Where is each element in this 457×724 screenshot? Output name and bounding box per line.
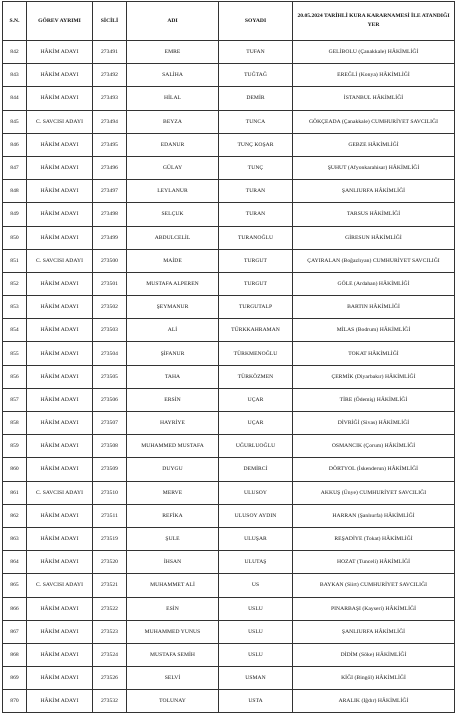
table-row: [3, 458, 455, 481]
cell-gorev-ayrimi: C. SAVCISI ADAYI: [27, 574, 93, 597]
cell-soyadi: TUĞTAĞ: [219, 64, 293, 87]
cell-sn: 866: [3, 597, 27, 620]
table-row: [3, 249, 455, 272]
cell-sn: 864: [3, 551, 27, 574]
cell-sicili: 273499: [93, 226, 127, 249]
cell-soyadi: ULUSOY: [219, 481, 293, 504]
header-soyadi: SOYADI: [219, 2, 293, 41]
cell-soyadi: USTA: [219, 690, 293, 713]
cell-adi: BEYZA: [127, 110, 219, 133]
table-row: [3, 643, 455, 666]
cell-soyadi: DEMİR: [219, 87, 293, 110]
cell-gorev-ayrimi: HÂKİM ADAYI: [27, 597, 93, 620]
cell-atandigi-yer: HARRAN (Şanlıurfa) HÂKİMLİĞİ: [293, 504, 455, 527]
cell-sn: 865: [3, 574, 27, 597]
table-row: [3, 133, 455, 156]
cell-soyadi: TÜRKMENOĞLU: [219, 342, 293, 365]
cell-sn: 859: [3, 435, 27, 458]
cell-soyadi: TURAN: [219, 203, 293, 226]
cell-atandigi-yer: GÖLE (Ardahan) HÂKİMLİĞİ: [293, 272, 455, 295]
cell-gorev-ayrimi: HÂKİM ADAYI: [27, 203, 93, 226]
cell-adi: MUHAMMED MUSTAFA: [127, 435, 219, 458]
cell-gorev-ayrimi: HÂKİM ADAYI: [27, 180, 93, 203]
cell-atandigi-yer: BAYKAN (Siirt) CUMHURİYET SAVCILIĞI: [293, 574, 455, 597]
cell-gorev-ayrimi: HÂKİM ADAYI: [27, 156, 93, 179]
table-body: [3, 41, 455, 713]
table-row: [3, 203, 455, 226]
cell-atandigi-yer: ŞUHUT (Afyonkarahisar) HÂKİMLİĞİ: [293, 156, 455, 179]
cell-sn: 870: [3, 690, 27, 713]
cell-soyadi: TURGUT: [219, 272, 293, 295]
cell-atandigi-yer: AKKUŞ (Ünye) CUMHURİYET SAVCILIĞI: [293, 481, 455, 504]
cell-gorev-ayrimi: HÂKİM ADAYI: [27, 504, 93, 527]
cell-sicili: 273504: [93, 342, 127, 365]
cell-soyadi: TUNÇ KOŞAR: [219, 133, 293, 156]
cell-soyadi: USLU: [219, 643, 293, 666]
cell-soyadi: DEMİRCİ: [219, 458, 293, 481]
table-row: [3, 690, 455, 713]
cell-sicili: 273509: [93, 458, 127, 481]
cell-sn: 862: [3, 504, 27, 527]
cell-sn: 858: [3, 412, 27, 435]
table-row: [3, 296, 455, 319]
cell-sn: 850: [3, 226, 27, 249]
cell-sicili: 273501: [93, 272, 127, 295]
cell-atandigi-yer: MİLAS (Bodrum) HÂKİMLİĞİ: [293, 319, 455, 342]
cell-sn: 842: [3, 41, 27, 64]
cell-sicili: 273497: [93, 180, 127, 203]
cell-sicili: 273507: [93, 412, 127, 435]
cell-sn: 848: [3, 180, 27, 203]
cell-sn: 857: [3, 388, 27, 411]
cell-sn: 860: [3, 458, 27, 481]
table-row: [3, 319, 455, 342]
cell-atandigi-yer: TARSUS HÂKİMLİĞİ: [293, 203, 455, 226]
cell-atandigi-yer: BARTIN HÂKİMLİĞİ: [293, 296, 455, 319]
cell-adi: DUYGU: [127, 458, 219, 481]
cell-sicili: 273520: [93, 551, 127, 574]
cell-sn: 863: [3, 527, 27, 550]
table-row: [3, 365, 455, 388]
cell-atandigi-yer: KİĞI (Bingöl) HÂKİMLİĞİ: [293, 667, 455, 690]
cell-soyadi: UĞURLUOĞLU: [219, 435, 293, 458]
table-row: [3, 481, 455, 504]
cell-sicili: 273522: [93, 597, 127, 620]
cell-sicili: 273500: [93, 249, 127, 272]
cell-sicili: 273498: [93, 203, 127, 226]
table-row: [3, 412, 455, 435]
cell-sn: 853: [3, 296, 27, 319]
table-row: [3, 574, 455, 597]
cell-adi: ŞİFANUR: [127, 342, 219, 365]
header-sicili: SİCİLİ: [93, 2, 127, 41]
cell-gorev-ayrimi: HÂKİM ADAYI: [27, 435, 93, 458]
header-adi: ADI: [127, 2, 219, 41]
cell-sicili: 273493: [93, 87, 127, 110]
cell-gorev-ayrimi: HÂKİM ADAYI: [27, 133, 93, 156]
cell-adi: GÜLAY: [127, 156, 219, 179]
header-atandigi-yer: 20.05.2024 TARİHLİ KURA KARARNAMESİ İLE ATANDIĞI YER: [293, 2, 455, 41]
cell-atandigi-yer: DİDİM (Söke) HÂKİMLİĞİ: [293, 643, 455, 666]
cell-sicili: 273519: [93, 527, 127, 550]
table-row: [3, 504, 455, 527]
cell-atandigi-yer: DÖRTYOL (İskenderun) HÂKİMLİĞİ: [293, 458, 455, 481]
cell-sn: 868: [3, 643, 27, 666]
cell-gorev-ayrimi: HÂKİM ADAYI: [27, 296, 93, 319]
table-row: [3, 388, 455, 411]
table-header: [3, 2, 455, 41]
cell-sn: 856: [3, 365, 27, 388]
cell-gorev-ayrimi: HÂKİM ADAYI: [27, 64, 93, 87]
cell-gorev-ayrimi: HÂKİM ADAYI: [27, 667, 93, 690]
cell-adi: SELÇUK: [127, 203, 219, 226]
cell-adi: ALİ: [127, 319, 219, 342]
cell-adi: EDANUR: [127, 133, 219, 156]
cell-sicili: 273491: [93, 41, 127, 64]
cell-atandigi-yer: GELİBOLU (Çanakkale) HÂKİMLİĞİ: [293, 41, 455, 64]
table-row: [3, 667, 455, 690]
cell-sicili: 273510: [93, 481, 127, 504]
cell-sicili: 273521: [93, 574, 127, 597]
header-row: [3, 2, 455, 41]
table-row: [3, 272, 455, 295]
table-row: [3, 551, 455, 574]
cell-adi: SALİHA: [127, 64, 219, 87]
cell-atandigi-yer: HOZAT (Tunceli) HÂKİMLİĞİ: [293, 551, 455, 574]
cell-sicili: 273526: [93, 667, 127, 690]
cell-sicili: 273523: [93, 620, 127, 643]
cell-gorev-ayrimi: HÂKİM ADAYI: [27, 342, 93, 365]
cell-gorev-ayrimi: HÂKİM ADAYI: [27, 87, 93, 110]
cell-sicili: 273506: [93, 388, 127, 411]
table-row: [3, 597, 455, 620]
cell-gorev-ayrimi: HÂKİM ADAYI: [27, 319, 93, 342]
cell-atandigi-yer: ARALIK (Iğdır) HÂKİMLİĞİ: [293, 690, 455, 713]
cell-soyadi: UÇAR: [219, 412, 293, 435]
header-sn: S.N.: [3, 2, 27, 41]
cell-adi: MUHAMMET ALİ: [127, 574, 219, 597]
cell-soyadi: TUNÇ: [219, 156, 293, 179]
cell-adi: EMRE: [127, 41, 219, 64]
cell-atandigi-yer: PINARBAŞI (Kayseri) HÂKİMLİĞİ: [293, 597, 455, 620]
cell-gorev-ayrimi: HÂKİM ADAYI: [27, 412, 93, 435]
cell-soyadi: ULUTAŞ: [219, 551, 293, 574]
cell-sn: 861: [3, 481, 27, 504]
cell-gorev-ayrimi: C. SAVCISI ADAYI: [27, 481, 93, 504]
cell-gorev-ayrimi: C. SAVCISI ADAYI: [27, 110, 93, 133]
cell-gorev-ayrimi: HÂKİM ADAYI: [27, 620, 93, 643]
cell-sn: 845: [3, 110, 27, 133]
cell-adi: MAİDE: [127, 249, 219, 272]
cell-sicili: 273496: [93, 156, 127, 179]
cell-sn: 849: [3, 203, 27, 226]
cell-gorev-ayrimi: HÂKİM ADAYI: [27, 527, 93, 550]
cell-atandigi-yer: DİVRİĞİ (Sivas) HÂKİMLİĞİ: [293, 412, 455, 435]
table-row: [3, 156, 455, 179]
cell-adi: ABDULCELİL: [127, 226, 219, 249]
cell-soyadi: TÜRKKAHRAMAN: [219, 319, 293, 342]
cell-sn: 854: [3, 319, 27, 342]
cell-gorev-ayrimi: HÂKİM ADAYI: [27, 41, 93, 64]
cell-adi: LEYLANUR: [127, 180, 219, 203]
cell-sicili: 273508: [93, 435, 127, 458]
cell-sn: 855: [3, 342, 27, 365]
cell-adi: ŞULE: [127, 527, 219, 550]
cell-atandigi-yer: REŞADİYE (Tokat) HÂKİMLİĞİ: [293, 527, 455, 550]
cell-soyadi: TUNCA: [219, 110, 293, 133]
cell-gorev-ayrimi: HÂKİM ADAYI: [27, 226, 93, 249]
cell-soyadi: TURGUTALP: [219, 296, 293, 319]
table-row: [3, 527, 455, 550]
cell-adi: REFİKA: [127, 504, 219, 527]
cell-gorev-ayrimi: C. SAVCISI ADAYI: [27, 249, 93, 272]
table-row: [3, 342, 455, 365]
cell-gorev-ayrimi: HÂKİM ADAYI: [27, 643, 93, 666]
cell-gorev-ayrimi: HÂKİM ADAYI: [27, 551, 93, 574]
cell-sn: 869: [3, 667, 27, 690]
cell-adi: SELVİ: [127, 667, 219, 690]
table-row: [3, 180, 455, 203]
cell-atandigi-yer: GİRESUN HÂKİMLİĞİ: [293, 226, 455, 249]
cell-sicili: 273495: [93, 133, 127, 156]
table-row: [3, 226, 455, 249]
cell-sicili: 273492: [93, 64, 127, 87]
cell-soyadi: TURAN: [219, 180, 293, 203]
cell-sicili: 273502: [93, 296, 127, 319]
cell-soyadi: US: [219, 574, 293, 597]
table-row: [3, 435, 455, 458]
cell-atandigi-yer: ÇERMİK (Diyarbakır) HÂKİMLİĞİ: [293, 365, 455, 388]
cell-atandigi-yer: GÖKÇEADA (Çanakkale) CUMHURİYET SAVCILIĞI: [293, 110, 455, 133]
header-gorev-ayrimi: GÖREV AYRIMI: [27, 2, 93, 41]
table-row: [3, 620, 455, 643]
cell-sicili: 273505: [93, 365, 127, 388]
cell-soyadi: USLU: [219, 597, 293, 620]
cell-gorev-ayrimi: HÂKİM ADAYI: [27, 690, 93, 713]
cell-gorev-ayrimi: HÂKİM ADAYI: [27, 272, 93, 295]
cell-atandigi-yer: OSMANCIK (Çorum) HÂKİMLİĞİ: [293, 435, 455, 458]
cell-adi: HİLAL: [127, 87, 219, 110]
cell-gorev-ayrimi: HÂKİM ADAYI: [27, 388, 93, 411]
cell-sn: 867: [3, 620, 27, 643]
cell-atandigi-yer: İSTANBUL HÂKİMLİĞİ: [293, 87, 455, 110]
cell-sicili: 273503: [93, 319, 127, 342]
cell-adi: ESİN: [127, 597, 219, 620]
cell-soyadi: UÇAR: [219, 388, 293, 411]
cell-soyadi: TUFAN: [219, 41, 293, 64]
cell-adi: MUSTAFA SEMİH: [127, 643, 219, 666]
cell-gorev-ayrimi: HÂKİM ADAYI: [27, 365, 93, 388]
cell-adi: ŞEYMANUR: [127, 296, 219, 319]
cell-soyadi: TURGUT: [219, 249, 293, 272]
cell-soyadi: USMAN: [219, 667, 293, 690]
cell-adi: TOLUNAY: [127, 690, 219, 713]
cell-adi: MERVE: [127, 481, 219, 504]
cell-adi: ERSİN: [127, 388, 219, 411]
cell-atandigi-yer: GEBZE HÂKİMLİĞİ: [293, 133, 455, 156]
cell-sicili: 273532: [93, 690, 127, 713]
cell-sn: 852: [3, 272, 27, 295]
cell-sn: 851: [3, 249, 27, 272]
table-row: [3, 110, 455, 133]
table-row: [3, 64, 455, 87]
cell-sn: 847: [3, 156, 27, 179]
cell-adi: İHSAN: [127, 551, 219, 574]
cell-atandigi-yer: TOKAT HÂKİMLİĞİ: [293, 342, 455, 365]
cell-soyadi: ULUŞAR: [219, 527, 293, 550]
cell-adi: MUSTAFA ALPEREN: [127, 272, 219, 295]
cell-gorev-ayrimi: HÂKİM ADAYI: [27, 458, 93, 481]
cell-sn: 843: [3, 64, 27, 87]
cell-adi: MUHAMMED YUNUS: [127, 620, 219, 643]
cell-atandigi-yer: EREĞLİ (Konya) HÂKİMLİĞİ: [293, 64, 455, 87]
cell-atandigi-yer: ÇAYIRALAN (Boğazlıyan) CUMHURİYET SAVCILIĞI: [293, 249, 455, 272]
cell-sn: 846: [3, 133, 27, 156]
appointment-table: [2, 1, 455, 713]
cell-soyadi: ULUSOY AYDIN: [219, 504, 293, 527]
cell-soyadi: USLU: [219, 620, 293, 643]
cell-atandigi-yer: ŞANLIURFA HÂKİMLİĞİ: [293, 180, 455, 203]
cell-adi: TAHA: [127, 365, 219, 388]
cell-sn: 844: [3, 87, 27, 110]
cell-soyadi: TÜRKÖZMEN: [219, 365, 293, 388]
cell-sicili: 273494: [93, 110, 127, 133]
cell-sicili: 273511: [93, 504, 127, 527]
cell-sicili: 273524: [93, 643, 127, 666]
cell-atandigi-yer: ŞANLIURFA HÂKİMLİĞİ: [293, 620, 455, 643]
table-row: [3, 87, 455, 110]
cell-atandigi-yer: TİRE (Ödemiş) HÂKİMLİĞİ: [293, 388, 455, 411]
cell-soyadi: TURANOĞLU: [219, 226, 293, 249]
cell-adi: HAYRİYE: [127, 412, 219, 435]
table-row: [3, 41, 455, 64]
